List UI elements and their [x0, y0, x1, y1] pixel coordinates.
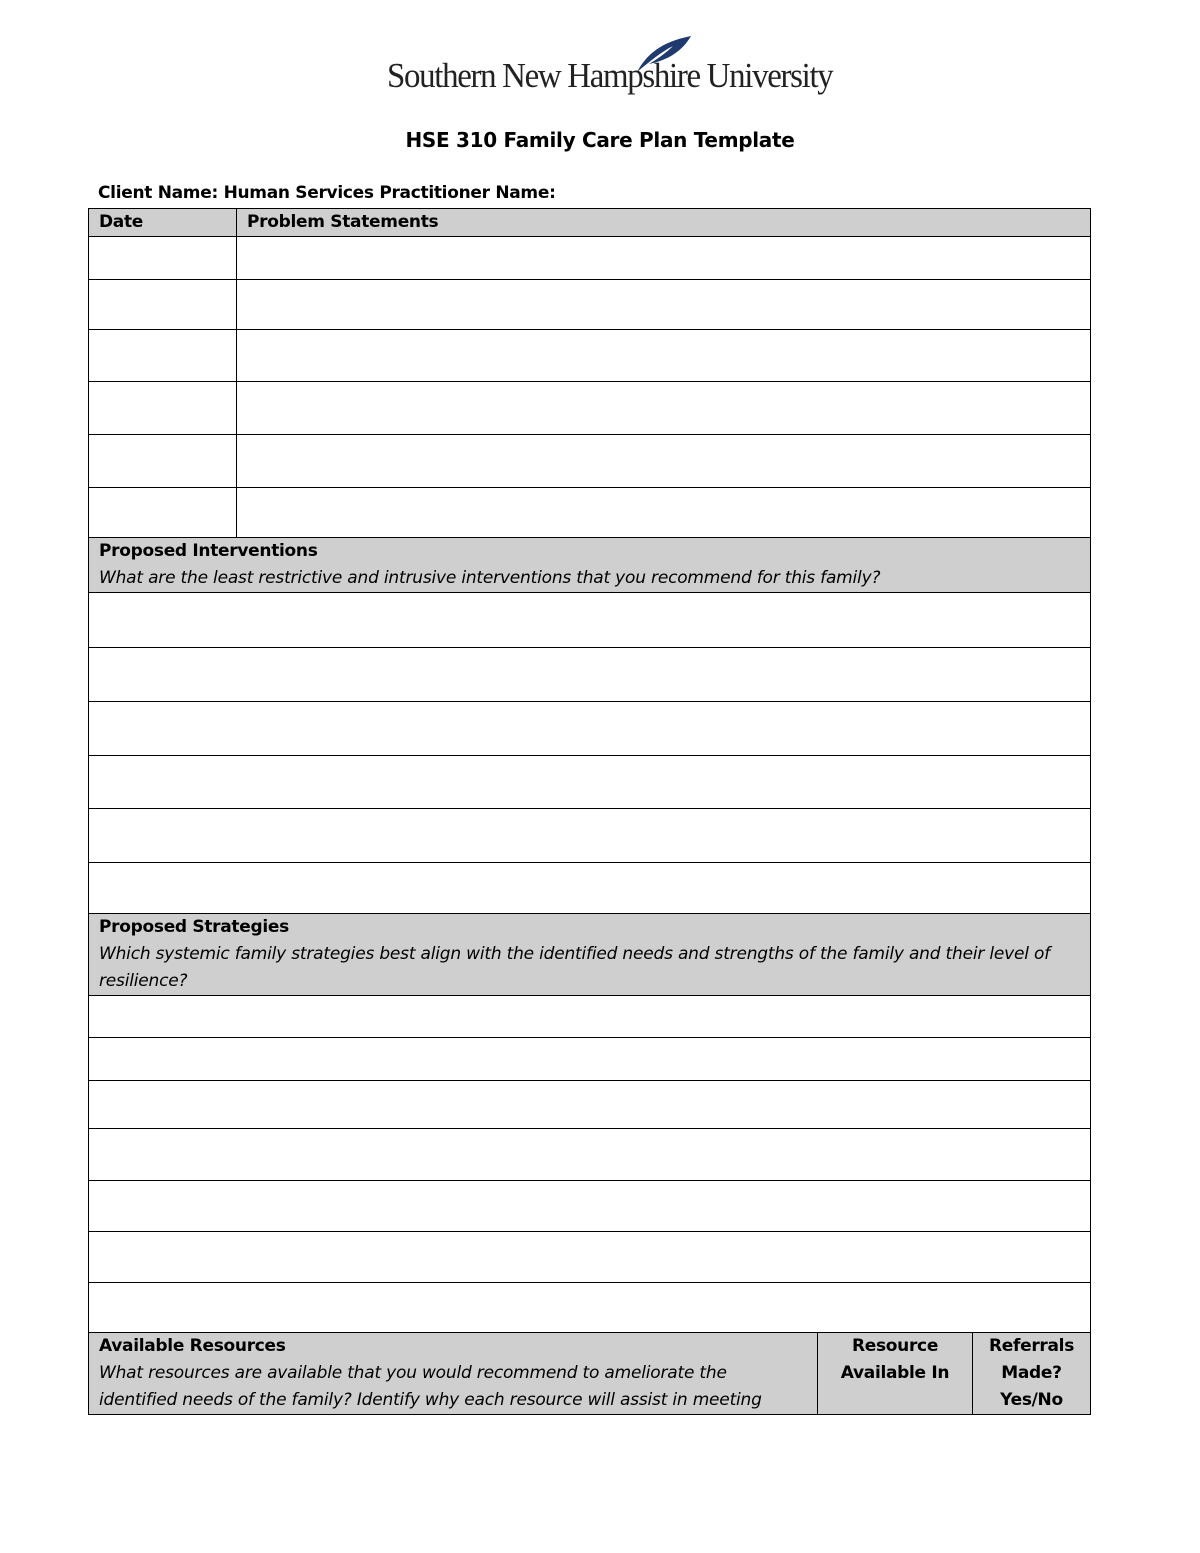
date-cell[interactable] — [89, 382, 237, 435]
table-row — [89, 435, 1091, 488]
table-row — [89, 996, 1091, 1038]
strategy-cell[interactable] — [89, 1283, 1091, 1335]
intervention-cell[interactable] — [89, 702, 1091, 756]
logo-text: Southern New Hampshire University — [387, 56, 833, 95]
table-row — [89, 237, 1091, 280]
strategy-cell[interactable] — [89, 1081, 1091, 1129]
client-name-line: Client Name: Human Services Practitioner Name: — [98, 183, 556, 203]
strategies-prompt: Which systemic family strategies best align with the identified needs and strengths of the family and their level of resilience? — [99, 944, 1050, 991]
intervention-cell[interactable] — [89, 593, 1091, 648]
problem-statements-table — [88, 208, 1091, 540]
problem-statements-header: Problem Statements — [237, 209, 1091, 237]
table-row — [89, 1283, 1091, 1335]
resources-prompt: What resources are available that you would recommend to ameliorate the identified needs of the family? Identify why each resource will assist in meeting — [99, 1363, 762, 1410]
strategies-title: Proposed Strategies — [99, 917, 289, 937]
resources-table — [88, 1332, 1091, 1415]
resources-title: Available Resources — [99, 1336, 286, 1356]
problem-cell[interactable] — [237, 488, 1091, 540]
table-row — [89, 1232, 1091, 1283]
resource-available-header: Resource Available In — [818, 1333, 973, 1415]
table-row — [89, 382, 1091, 435]
intervention-cell[interactable] — [89, 648, 1091, 702]
strategy-cell[interactable] — [89, 1181, 1091, 1232]
table-row — [89, 702, 1091, 756]
strategy-cell[interactable] — [89, 996, 1091, 1038]
date-cell[interactable] — [89, 237, 237, 280]
date-cell[interactable] — [89, 330, 237, 382]
table-row — [89, 648, 1091, 702]
referrals-made-header: Referrals Made? Yes/No — [973, 1333, 1091, 1415]
table-row — [89, 1129, 1091, 1181]
date-cell[interactable] — [89, 280, 237, 330]
date-cell[interactable] — [89, 488, 237, 540]
strategies-table — [88, 913, 1091, 1335]
strategy-cell[interactable] — [89, 1129, 1091, 1181]
table-row — [89, 488, 1091, 540]
table-row — [89, 280, 1091, 330]
interventions-header — [89, 538, 1091, 593]
date-header: Date — [89, 209, 237, 237]
interventions-header-row — [89, 538, 1091, 593]
table-row — [89, 863, 1091, 916]
problem-cell[interactable] — [237, 237, 1091, 280]
intervention-cell[interactable] — [89, 809, 1091, 863]
problem-cell[interactable] — [237, 330, 1091, 382]
strategies-header-row — [89, 914, 1091, 996]
table-row — [89, 1038, 1091, 1081]
resources-header — [89, 1333, 818, 1415]
intervention-cell[interactable] — [89, 863, 1091, 916]
university-logo — [387, 34, 833, 104]
intervention-cell[interactable] — [89, 756, 1091, 809]
problem-cell[interactable] — [237, 280, 1091, 330]
table-row — [89, 756, 1091, 809]
table-row — [89, 330, 1091, 382]
strategy-cell[interactable] — [89, 1232, 1091, 1283]
strategies-header — [89, 914, 1091, 996]
table-row — [89, 809, 1091, 863]
document-title: HSE 310 Family Care Plan Template — [405, 128, 795, 152]
date-cell[interactable] — [89, 435, 237, 488]
problem-cell[interactable] — [237, 382, 1091, 435]
interventions-table — [88, 537, 1091, 916]
strategy-cell[interactable] — [89, 1038, 1091, 1081]
interventions-title: Proposed Interventions — [99, 541, 318, 561]
table-row — [89, 593, 1091, 648]
table-row — [89, 1081, 1091, 1129]
problem-header-row — [89, 209, 1091, 237]
interventions-prompt: What are the least restrictive and intrusive interventions that you recommend for this family? — [99, 568, 881, 588]
problem-cell[interactable] — [237, 435, 1091, 488]
resources-header-row — [89, 1333, 1091, 1415]
table-row — [89, 1181, 1091, 1232]
